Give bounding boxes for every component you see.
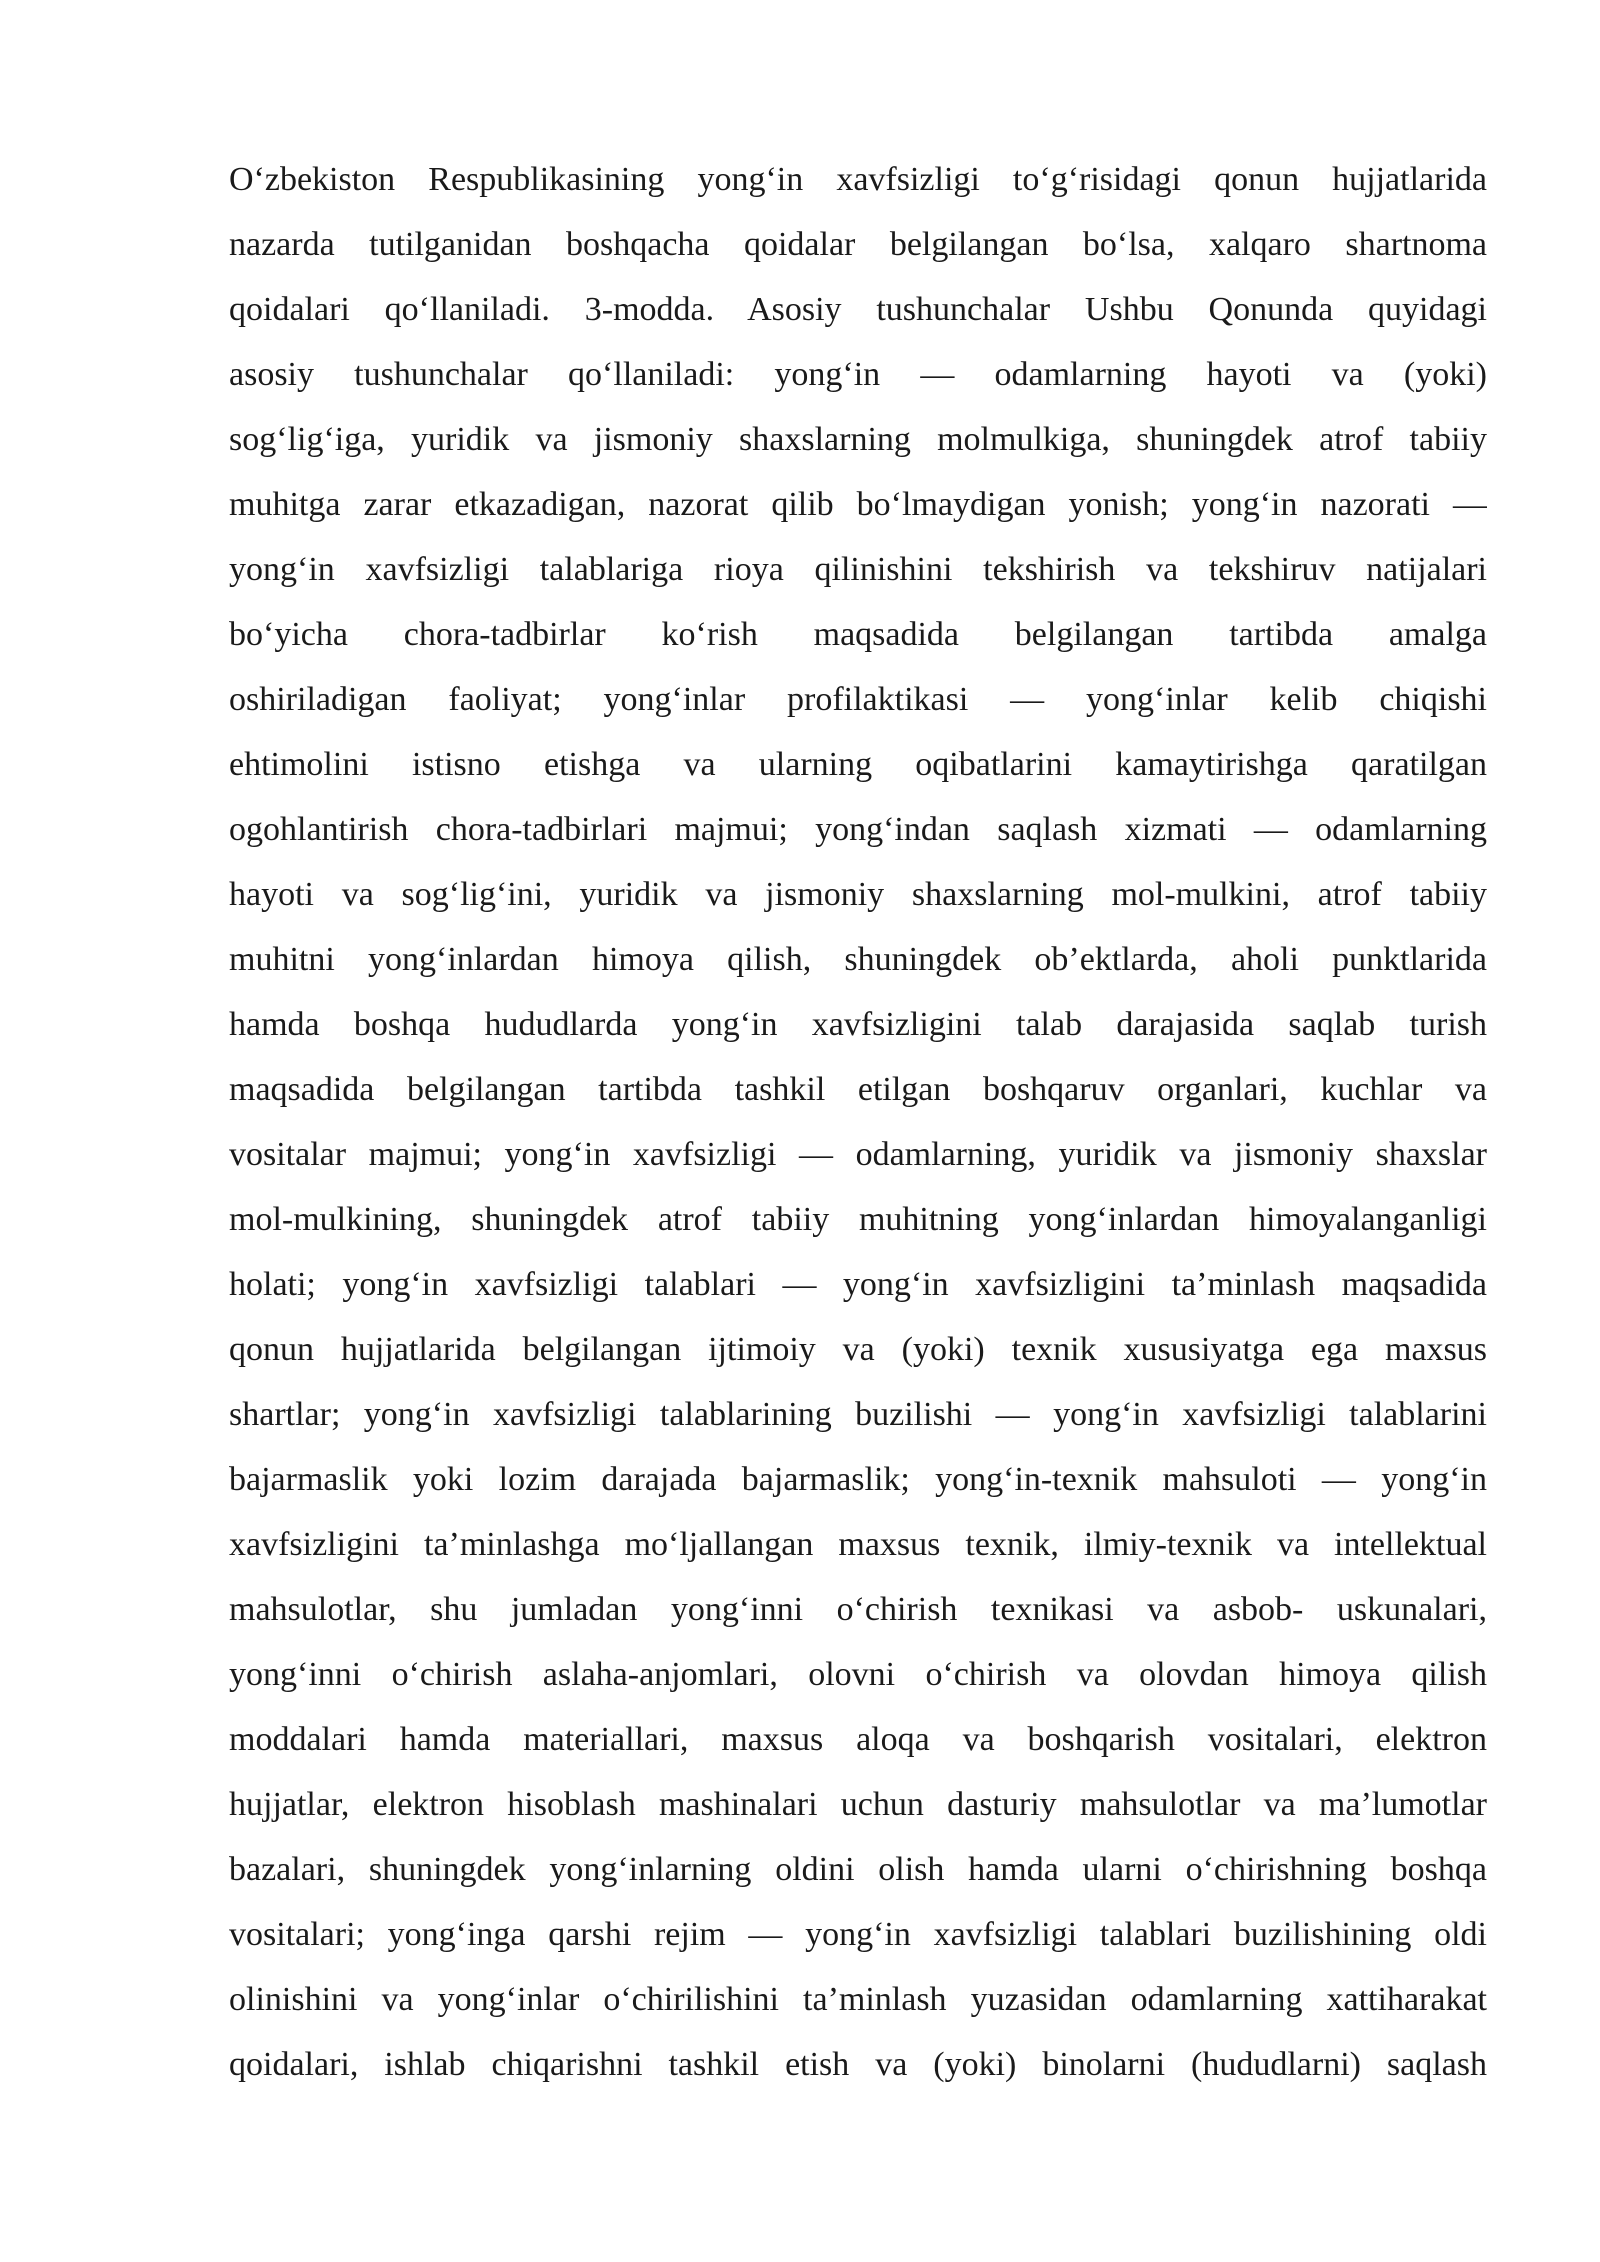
text-line: vositalar majmui; yong‘in xavfsizligi — odamlarning, yuridik va jismoniy shaxslar bbox=[229, 1136, 1487, 1173]
text-line: qoidalari, ishlab chiqarishni tashkil etish va (yoki) binolarni (hududlarni) saqlash bbox=[229, 2046, 1487, 2083]
text-line: vositalari; yong‘inga qarshi rejim — yong‘in xavfsizligi talablari buzilishining oldi bbox=[229, 1916, 1487, 1953]
text-line: hujjatlar, elektron hisoblash mashinalari uchun dasturiy mahsulotlar va ma’lumotlar bbox=[229, 1786, 1487, 1823]
text-line: ehtimolini istisno etishga va ularning oqibatlarini kamaytirishga qaratilgan bbox=[229, 746, 1487, 783]
text-line: holati; yong‘in xavfsizligi talablari — yong‘in xavfsizligini ta’minlash maqsadida bbox=[229, 1266, 1487, 1303]
text-line: xavfsizligini ta’minlashga mo‘ljallangan maxsus texnik, ilmiy-texnik va intellektual bbox=[229, 1526, 1487, 1563]
text-line: bazalari, shuningdek yong‘inlarning oldini olish hamda ularni o‘chirishning boshqa bbox=[229, 1851, 1487, 1888]
text-line: qonun hujjatlarida belgilangan ijtimoiy va (yoki) texnik xususiyatga ega maxsus bbox=[229, 1331, 1487, 1368]
body-text bbox=[229, 147, 1487, 2097]
text-line: muhitga zarar etkazadigan, nazorat qilib bo‘lmaydigan yonish; yong‘in nazorati — bbox=[229, 486, 1487, 523]
text-line: olinishini va yong‘inlar o‘chirilishini ta’minlash yuzasidan odamlarning xattiharakat bbox=[229, 1981, 1487, 2018]
text-line: muhitni yong‘inlardan himoya qilish, shuningdek ob’ektlarda, aholi punktlarida bbox=[229, 941, 1487, 978]
text-line: hamda boshqa hududlarda yong‘in xavfsizligini talab darajasida saqlab turish bbox=[229, 1006, 1487, 1043]
text-line: yong‘in xavfsizligi talablariga rioya qilinishini tekshirish va tekshiruv natijalari bbox=[229, 551, 1487, 588]
text-line: qoidalari qo‘llaniladi. 3-modda. Asosiy tushunchalar Ushbu Qonunda quyidagi bbox=[229, 291, 1487, 328]
text-line: maqsadida belgilangan tartibda tashkil etilgan boshqaruv organlari, kuchlar va bbox=[229, 1071, 1487, 1108]
text-line: mol-mulkining, shuningdek atrof tabiiy muhitning yong‘inlardan himoyalanganligi bbox=[229, 1201, 1487, 1238]
text-line: hayoti va sog‘lig‘ini, yuridik va jismoniy shaxslarning mol-mulkini, atrof tabiiy bbox=[229, 876, 1487, 913]
text-line: bo‘yicha chora-tadbirlar ko‘rish maqsadida belgilangan tartibda amalga bbox=[229, 616, 1487, 653]
text-line: O‘zbekiston Respublikasining yong‘in xavfsizligi to‘g‘risidagi qonun hujjatlarida bbox=[229, 161, 1487, 198]
text-line: nazarda tutilganidan boshqacha qoidalar belgilangan bo‘lsa, xalqaro shartnoma bbox=[229, 226, 1487, 263]
text-line: oshiriladigan faoliyat; yong‘inlar profilaktikasi — yong‘inlar kelib chiqishi bbox=[229, 681, 1487, 718]
text-line: yong‘inni o‘chirish aslaha-anjomlari, olovni o‘chirish va olovdan himoya qilish bbox=[229, 1656, 1487, 1693]
text-line: mahsulotlar, shu jumladan yong‘inni o‘chirish texnikasi va asbob- uskunalari, bbox=[229, 1591, 1487, 1628]
text-line: sog‘lig‘iga, yuridik va jismoniy shaxslarning molmulkiga, shuningdek atrof tabiiy bbox=[229, 421, 1487, 458]
text-line: moddalari hamda materiallari, maxsus aloqa va boshqarish vositalari, elektron bbox=[229, 1721, 1487, 1758]
text-line: ogohlantirish chora-tadbirlari majmui; yong‘indan saqlash xizmati — odamlarning bbox=[229, 811, 1487, 848]
text-line: asosiy tushunchalar qo‘llaniladi: yong‘in — odamlarning hayoti va (yoki) bbox=[229, 356, 1487, 393]
text-line: shartlar; yong‘in xavfsizligi talablarining buzilishi — yong‘in xavfsizligi talablarini bbox=[229, 1396, 1487, 1433]
text-line: bajarmaslik yoki lozim darajada bajarmaslik; yong‘in-texnik mahsuloti — yong‘in bbox=[229, 1461, 1487, 1498]
